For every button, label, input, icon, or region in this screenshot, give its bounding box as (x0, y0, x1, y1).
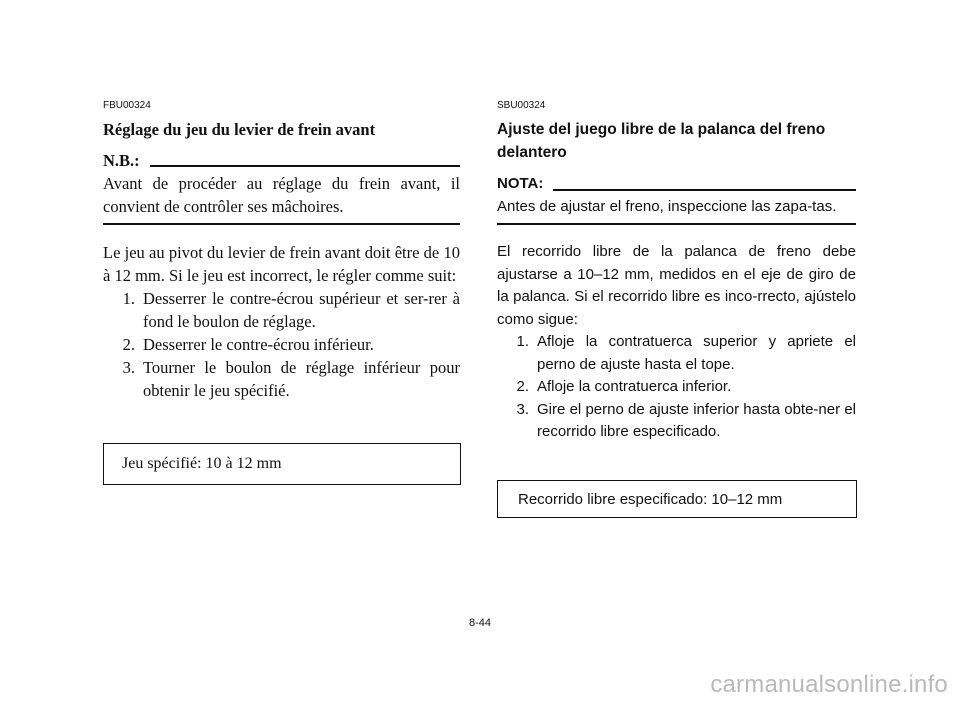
list-item (103, 287, 460, 333)
step-text: Afloje la contratuerca inferior. (537, 378, 732, 395)
section-code: FBU00324 (103, 100, 151, 111)
list-item (497, 376, 856, 399)
watermark: carmanualsonline.info (710, 671, 948, 698)
list-item (497, 399, 856, 444)
note-rule (553, 189, 856, 191)
step-number: 1. (122, 289, 135, 308)
step-text: Desserrer le contre-écrou supérieur et ser-rer à fond le boulon de réglage. (143, 289, 460, 331)
note-text: Avant de procéder au réglage du frein avant, il convient de contrôler ses mâchoires. (103, 174, 460, 216)
note-header (497, 173, 856, 196)
steps-list (497, 331, 856, 444)
list-item (103, 333, 460, 356)
french-column (103, 100, 460, 402)
page-number: 8-44 (468, 617, 492, 629)
step-number: 2. (516, 378, 529, 395)
section-code: SBU00324 (497, 100, 546, 111)
step-number: 2. (122, 335, 135, 354)
note-label: N.B.: (103, 151, 140, 170)
body-paragraph: El recorrido libre de la palanca de freno debe ajustarse a 10–12 mm, medidos en el eje de giro de la palanca. Si el recorrido libre es inco-rrecto, ajústelo como sigue: (497, 243, 856, 328)
body-paragraph: Le jeu au pivot du levier de frein avant doit être de 10 à 12 mm. Si le jeu est incorrect, le régler comme suit: (103, 243, 460, 285)
step-text: Afloje la contratuerca superior y apriete el perno de ajuste hasta el tope. (537, 333, 856, 373)
note-header (103, 149, 460, 172)
spec-box: Recorrido libre especificado: 10–12 mm (497, 480, 857, 518)
note-end-rule (103, 223, 460, 225)
section-title: Ajuste del juego libre de la palanca del freno delantero (497, 121, 826, 161)
spec-box: Jeu spécifié: 10 à 12 mm (103, 443, 461, 485)
step-number: 1. (516, 333, 529, 350)
note-text: Antes de ajustar el freno, inspeccione las zapa-tas. (497, 197, 837, 215)
list-item (103, 356, 460, 402)
note-end-rule (497, 223, 856, 225)
step-text: Gire el perno de ajuste inferior hasta obte-ner el recorrido libre especificado. (537, 400, 856, 440)
step-text: Tourner le boulon de réglage inférieur pour obtenir le jeu spécifié. (143, 358, 460, 400)
step-number: 3. (122, 358, 135, 377)
note-label: NOTA: (497, 175, 544, 192)
step-number: 3. (516, 400, 529, 418)
note-rule (150, 165, 460, 167)
spanish-column (497, 100, 856, 444)
list-item (497, 331, 856, 376)
step-text: Desserrer le contre-écrou inférieur. (143, 335, 374, 354)
section-title: Réglage du jeu du levier de frein avant (103, 120, 376, 139)
steps-list (103, 287, 460, 402)
